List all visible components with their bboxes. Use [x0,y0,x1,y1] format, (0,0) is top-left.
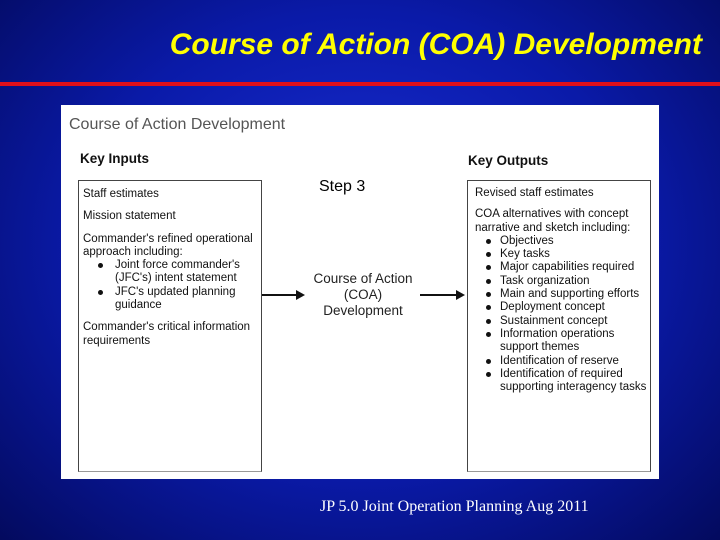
output-item: COA alternatives with concept narrative and sketch including: [475,208,631,234]
key-inputs-box [78,180,262,472]
title-divider [0,82,720,86]
input-item: Commander's critical information requirements [83,321,251,347]
key-inputs-heading: Key Inputs [80,151,150,166]
output-sub-item: Major capabilities required [468,261,650,274]
input-item: Staff estimates [83,188,159,200]
output-sub-item: Key tasks [468,248,650,261]
input-item: Mission statement [83,210,176,223]
input-arrow [262,288,306,302]
output-sub-item: Identification of reserve [468,355,650,368]
process-line: (COA) [343,287,383,302]
output-sub-item: Identification of required supporting interagency tasks [468,368,650,395]
output-sub-item: Task organization [468,275,650,288]
step-label: Step 3 [319,178,366,195]
process-line: Course of Action [313,271,413,286]
input-sub-item: JFC's updated planning guidance [83,286,261,313]
diagram-panel [61,105,659,479]
output-sub-item: Objectives [468,235,650,248]
slide-title: Course of Action (COA) Development [169,28,702,61]
process-line: Development [323,303,403,318]
output-arrow [420,288,466,302]
key-outputs-heading: Key Outputs [468,153,549,168]
source-citation: JP 5.0 Joint Operation Planning Aug 2011 [320,498,589,515]
output-sub-item: Information operations support themes [468,328,650,355]
input-sub-list [83,259,261,312]
key-outputs-box [467,180,651,472]
input-item: Commander's refined operational approach including: [83,232,253,258]
output-sub-list [468,235,650,395]
input-sub-item: Joint force commander's (JFC's) intent statement [83,259,261,286]
output-sub-item: Sustainment concept [468,315,650,328]
output-sub-item: Main and supporting efforts [468,288,650,301]
output-item: Revised staff estimates [475,187,594,199]
output-sub-item: Deployment concept [468,301,650,314]
coa-process-label [293,271,433,319]
panel-title: Course of Action Development [69,116,286,133]
